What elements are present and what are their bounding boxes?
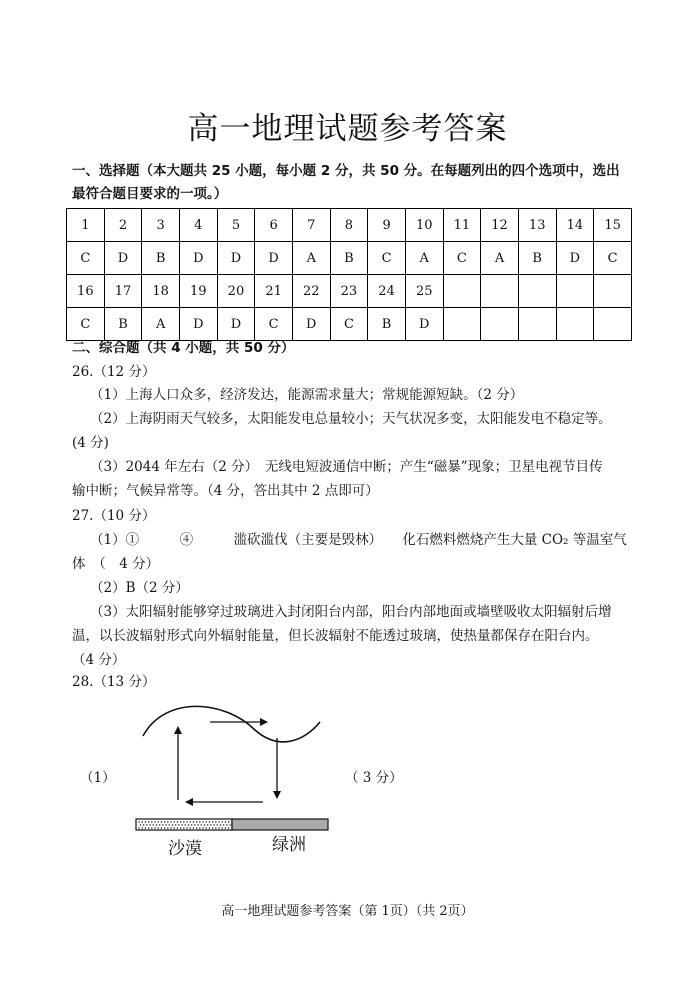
q26-answer-1: （1）上海人口众多，经济发达，能源需求量大；常规能源短缺。（2 分） [90, 387, 524, 403]
answer-table-cell [518, 308, 556, 341]
answer-table-cell: 3 [142, 209, 180, 242]
circulation-diagram [130, 700, 330, 865]
answer-table-cell: C [594, 242, 632, 275]
answer-table-cell: 25 [405, 275, 443, 308]
answer-table-cell [556, 308, 594, 341]
q27-answer-1-line1: （1）① ④ 滥砍滥伐（主要是毁林） 化石燃料燃烧产生大量 CO₂ 等温室气 [90, 532, 627, 548]
page-title: 高一地理试题参考答案 [187, 111, 508, 147]
answer-table-cell: 11 [443, 209, 481, 242]
answer-table-cell: D [179, 242, 217, 275]
answer-table-cell: C [443, 242, 481, 275]
oasis-bar [232, 819, 328, 830]
answer-table-cell: C [255, 308, 293, 341]
q27-answer-3-line1: （3）太阳辐射能够穿过玻璃进入封闭阳台内部，阳台内部地面或墙壁吸收太阳辐射后增 [90, 604, 612, 620]
answer-table-cell: D [217, 242, 255, 275]
answer-table-cell: D [179, 308, 217, 341]
answer-table-cell: 6 [255, 209, 293, 242]
answer-table-cell: 16 [67, 275, 105, 308]
answer-table-cell: A [142, 308, 180, 341]
answer-table-cell: 5 [217, 209, 255, 242]
q26-answer-3-line2: 输中断；气候异常等。（4 分，答出其中 2 点即可） [72, 483, 379, 499]
answer-table-cell: 18 [142, 275, 180, 308]
oasis-label: 绿洲 [272, 835, 306, 855]
answer-table-row [67, 308, 632, 341]
answer-table-cell: 17 [104, 275, 142, 308]
answer-table-cell: A [481, 242, 519, 275]
answer-table-cell: D [104, 242, 142, 275]
q27-answer-1-line2: 体 （ 4 分） [72, 556, 160, 572]
answer-table-cell: 20 [217, 275, 255, 308]
page-footer: 高一地理试题参考答案（第 1页）（共 2页） [221, 904, 474, 919]
answer-table-cell: 1 [67, 209, 105, 242]
answer-table-cell: A [292, 242, 330, 275]
answer-table-cell: 7 [292, 209, 330, 242]
answer-table-cell: 23 [330, 275, 368, 308]
q27-answer-3-line3: （4 分） [72, 652, 126, 668]
answer-table-cell: D [217, 308, 255, 341]
answer-table-cell: B [368, 308, 406, 341]
answer-table-cell: 14 [556, 209, 594, 242]
section1-instructions-line2: 最符合题目要求的一项。） [72, 186, 228, 202]
answer-table-cell: D [405, 308, 443, 341]
answer-table-cell [481, 275, 519, 308]
answer-table-cell: B [518, 242, 556, 275]
answer-table-cell: 10 [405, 209, 443, 242]
answer-table-cell: 19 [179, 275, 217, 308]
answer-table-cell [443, 275, 481, 308]
answer-table-cell: 4 [179, 209, 217, 242]
desert-label: 沙漠 [168, 839, 202, 859]
answer-table-row [67, 209, 632, 242]
answer-table-cell: 24 [368, 275, 406, 308]
section1-instructions-line1: 一、选择题（本大题共 25 小题，每小题 2 分，共 50 分。在每题列出的四个选项中，选出 [72, 163, 620, 179]
answer-table-cell [594, 275, 632, 308]
answer-table-cell: B [104, 308, 142, 341]
q26-label: 26.（12 分） [72, 364, 156, 380]
answer-table-cell: 22 [292, 275, 330, 308]
answer-table-cell: 13 [518, 209, 556, 242]
answer-table-cell: D [292, 308, 330, 341]
answer-table-cell: 21 [255, 275, 293, 308]
q26-answer-2-line2: (4 分) [72, 435, 109, 451]
answer-table [66, 208, 632, 341]
isobar-curve [143, 706, 320, 742]
answer-table-cell: 15 [594, 209, 632, 242]
answer-table-cell: D [556, 242, 594, 275]
q26-answer-2-line1: （2）上海阴雨天气较多，太阳能发电总量较小；天气状况多变，太阳能发电不稳定等。 [90, 411, 612, 427]
q28-label: 28.（13 分） [72, 674, 156, 690]
answer-table-row [67, 275, 632, 308]
answer-table-cell: C [67, 242, 105, 275]
section2-heading: 二、综合题（共 4 小题，共 50 分） [72, 340, 295, 356]
answer-table-cell [443, 308, 481, 341]
answer-table-cell [481, 308, 519, 341]
q28-part1-score: （ 3 分） [345, 770, 403, 786]
answer-table-cell: 8 [330, 209, 368, 242]
q27-answer-3-line2: 温，以长波辐射形式向外辐射能量，但长波辐射不能透过玻璃，使热量都保存在阳台内。 [72, 628, 599, 644]
answer-table-cell: D [255, 242, 293, 275]
answer-table-cell: C [330, 308, 368, 341]
answer-table-cell: 12 [481, 209, 519, 242]
answer-table-cell: 9 [368, 209, 406, 242]
q27-label: 27.（10 分） [72, 508, 156, 524]
answer-table-cell: B [330, 242, 368, 275]
answer-table-cell: B [142, 242, 180, 275]
q28-part1-label: （1） [80, 770, 116, 786]
q26-answer-3-line1: （3）2044 年左右（2 分） 无线电短波通信中断；产生“磁暴”现象；卫星电视节目传 [90, 459, 603, 475]
q27-answer-2: （2）B（2 分） [90, 580, 189, 596]
answer-table-cell: C [368, 242, 406, 275]
answer-table-cell [556, 275, 594, 308]
answer-table-cell [594, 308, 632, 341]
answer-table-cell: 2 [104, 209, 142, 242]
answer-table-cell [518, 275, 556, 308]
answer-table-row [67, 242, 632, 275]
answer-table-cell: C [67, 308, 105, 341]
answer-table-cell: A [405, 242, 443, 275]
